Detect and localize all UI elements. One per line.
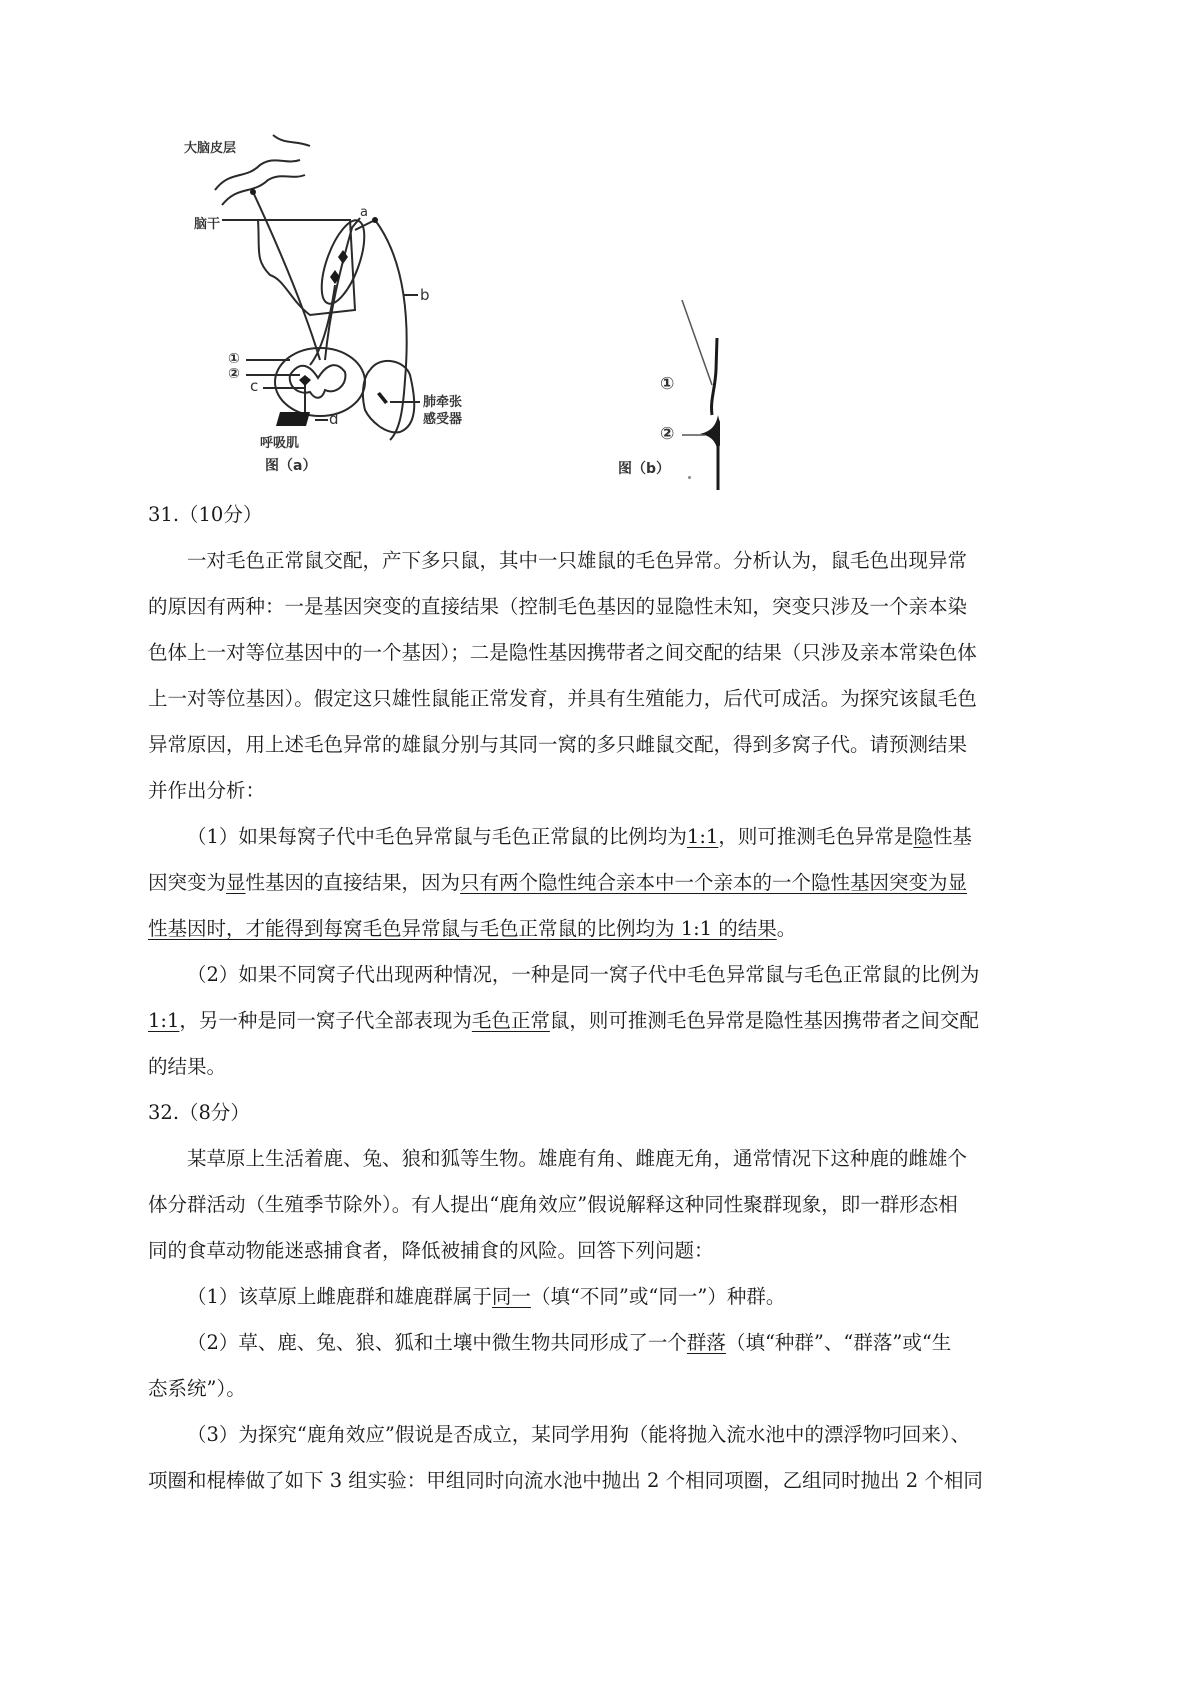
descending-fiber xyxy=(253,192,320,360)
receptor-mark xyxy=(377,392,388,404)
respiratory-muscle-d xyxy=(276,412,310,426)
answer-blank: 群落 xyxy=(686,1331,726,1354)
a-terminal xyxy=(372,217,378,223)
label-receptor-line2: 感受器 xyxy=(423,412,463,427)
label-2: ② xyxy=(228,366,240,382)
label-c: c xyxy=(250,377,259,395)
scan-dot xyxy=(688,476,691,479)
q31-sub1-line xyxy=(148,814,1058,860)
text: 性基因的直接结果，因为 xyxy=(245,871,461,894)
text: （1）如果每窝子代中毛色异常鼠与毛色正常鼠的比例均为 xyxy=(187,825,687,848)
answer-blank: 显 xyxy=(226,871,246,894)
q31-sub1-line xyxy=(148,906,1058,952)
text: 。 xyxy=(776,917,797,940)
text: （填“不同”或“同一”）种群。 xyxy=(530,1285,786,1308)
brainstem-neuron xyxy=(338,250,348,264)
label-1: ① xyxy=(228,351,240,367)
label-b: b xyxy=(420,286,430,304)
q32-paragraph-line: 体分群活动（生殖季节除外）。有人提出“鹿角效应”假说解释这种同性聚群现象，即一群形态相 xyxy=(148,1193,958,1216)
document-body xyxy=(148,492,1058,1504)
label-2: ② xyxy=(660,424,675,444)
figure-a xyxy=(160,120,500,480)
q31-paragraph-line: 上一对等位基因）。假定这只雄性鼠能正常发育，并具有生殖能力，后代可成活。为探究该鼠毛色 xyxy=(148,687,977,710)
q31-paragraph-line: 色体上一对等位基因中的一个基因）；二是隐性基因携带者之间交配的结果（只涉及亲本常染色体 xyxy=(148,641,977,664)
q31-paragraph-line: 并作出分析： xyxy=(148,779,266,802)
q32-paragraph-line: 某草原上生活着鹿、兔、狼和狐等生物。雄鹿有角、雌鹿无角，通常情况下这种鹿的雌雄个 xyxy=(187,1147,968,1170)
answer-blank: 性基因时，才能得到每窝毛色异常鼠与毛色正常鼠的比例均为 1:1 的结果 xyxy=(148,917,777,940)
q32-paragraph-line: 同的食草动物能迷惑捕食者，降低被捕食的风险。回答下列问题： xyxy=(148,1239,714,1262)
text: 鼠，则可推测毛色异常是隐性基因携带者之间交配 xyxy=(549,1009,979,1032)
cortex-wave xyxy=(273,135,310,146)
q31-paragraph-line: 的原因有两种：一是基因突变的直接结果（控制毛色基因的显隐性未知，突变只涉及一个亲本染 xyxy=(148,595,968,618)
cortex-neuron xyxy=(250,189,256,195)
label-1-pointer xyxy=(682,300,712,385)
figure-b xyxy=(600,300,720,490)
caption-b: 图（b） xyxy=(618,461,671,477)
q31-sub2-line: （2）如果不同窝子代出现两种情况，一种是同一窝子代中毛色异常鼠与毛色正常鼠的比例为 xyxy=(187,963,980,986)
label-muscle: 呼吸肌 xyxy=(260,436,300,451)
q31-heading: 31.（10分） xyxy=(148,503,263,526)
label-a: a xyxy=(360,205,368,220)
axon xyxy=(712,338,717,415)
text: ，则可推测毛色异常是 xyxy=(718,825,914,848)
q32-sub2-line: 态系统”）。 xyxy=(148,1377,246,1400)
label-receptor-line1: 肺牵张 xyxy=(423,395,463,410)
text: ，另一种是同一窝子代全部表现为 xyxy=(179,1009,472,1032)
cortex-wave xyxy=(215,160,300,190)
answer-blank: 1:1 xyxy=(148,1009,180,1032)
fiber xyxy=(325,228,352,360)
label-1: ① xyxy=(660,374,675,394)
text: （填“种群”、“群落”或“生 xyxy=(725,1331,952,1354)
q32-heading: 32.（8分） xyxy=(148,1101,250,1124)
q31-sub1-line xyxy=(148,860,1058,906)
q32-sub2-line xyxy=(148,1320,1058,1366)
q31-sub2-line xyxy=(148,998,1058,1044)
answer-blank: 隐 xyxy=(913,825,933,848)
q32-sub3-line: （3）为探究“鹿角效应”假说是否成立，某同学用狗（能将抛入流水池中的漂浮物叼回来）、 xyxy=(187,1423,971,1446)
answer-blank: 同一 xyxy=(491,1285,531,1308)
q31-paragraph-line: 异常原因，用上述毛色异常的雄鼠分别与其同一窝的多只雌鼠交配，得到多窝子代。请预测结果 xyxy=(148,733,968,756)
answer-blank: 只有两个隐性纯合亲本中一个亲本的一个隐性基因突变为显 xyxy=(460,871,968,894)
answer-blank: 1:1 xyxy=(686,825,719,848)
text: 因突变为 xyxy=(148,871,227,894)
label-brainstem: 脑干 xyxy=(194,217,221,232)
text: 性基 xyxy=(932,825,972,848)
caption-a: 图（a） xyxy=(265,458,317,474)
label-cortex: 大脑皮层 xyxy=(184,141,237,156)
gray-matter xyxy=(290,365,346,398)
q31-sub2-line: 的结果。 xyxy=(148,1055,227,1078)
text: （2）草、鹿、兔、狼、狐和土壤中微生物共同形成了一个 xyxy=(187,1331,687,1354)
q31-paragraph-line: 一对毛色正常鼠交配，产下多只鼠，其中一只雄鼠的毛色异常。分析认为，鼠毛色出现异常 xyxy=(187,549,968,572)
postsynaptic-neuron xyxy=(700,415,720,452)
q32-sub1-line xyxy=(148,1274,1058,1320)
answer-blank: 毛色正常 xyxy=(471,1009,550,1032)
label-d: d xyxy=(329,410,339,428)
spinal-neuron xyxy=(299,375,311,386)
q32-sub3-line: 项圈和棍棒做了如下 3 组实验：甲组同时向流水池中抛出 2 个相同项圈，乙组同时抛出 2 个相同 xyxy=(148,1469,983,1492)
text: （1）该草原上雌鹿群和雄鹿群属于 xyxy=(187,1285,492,1308)
cortex-wave xyxy=(222,175,305,205)
